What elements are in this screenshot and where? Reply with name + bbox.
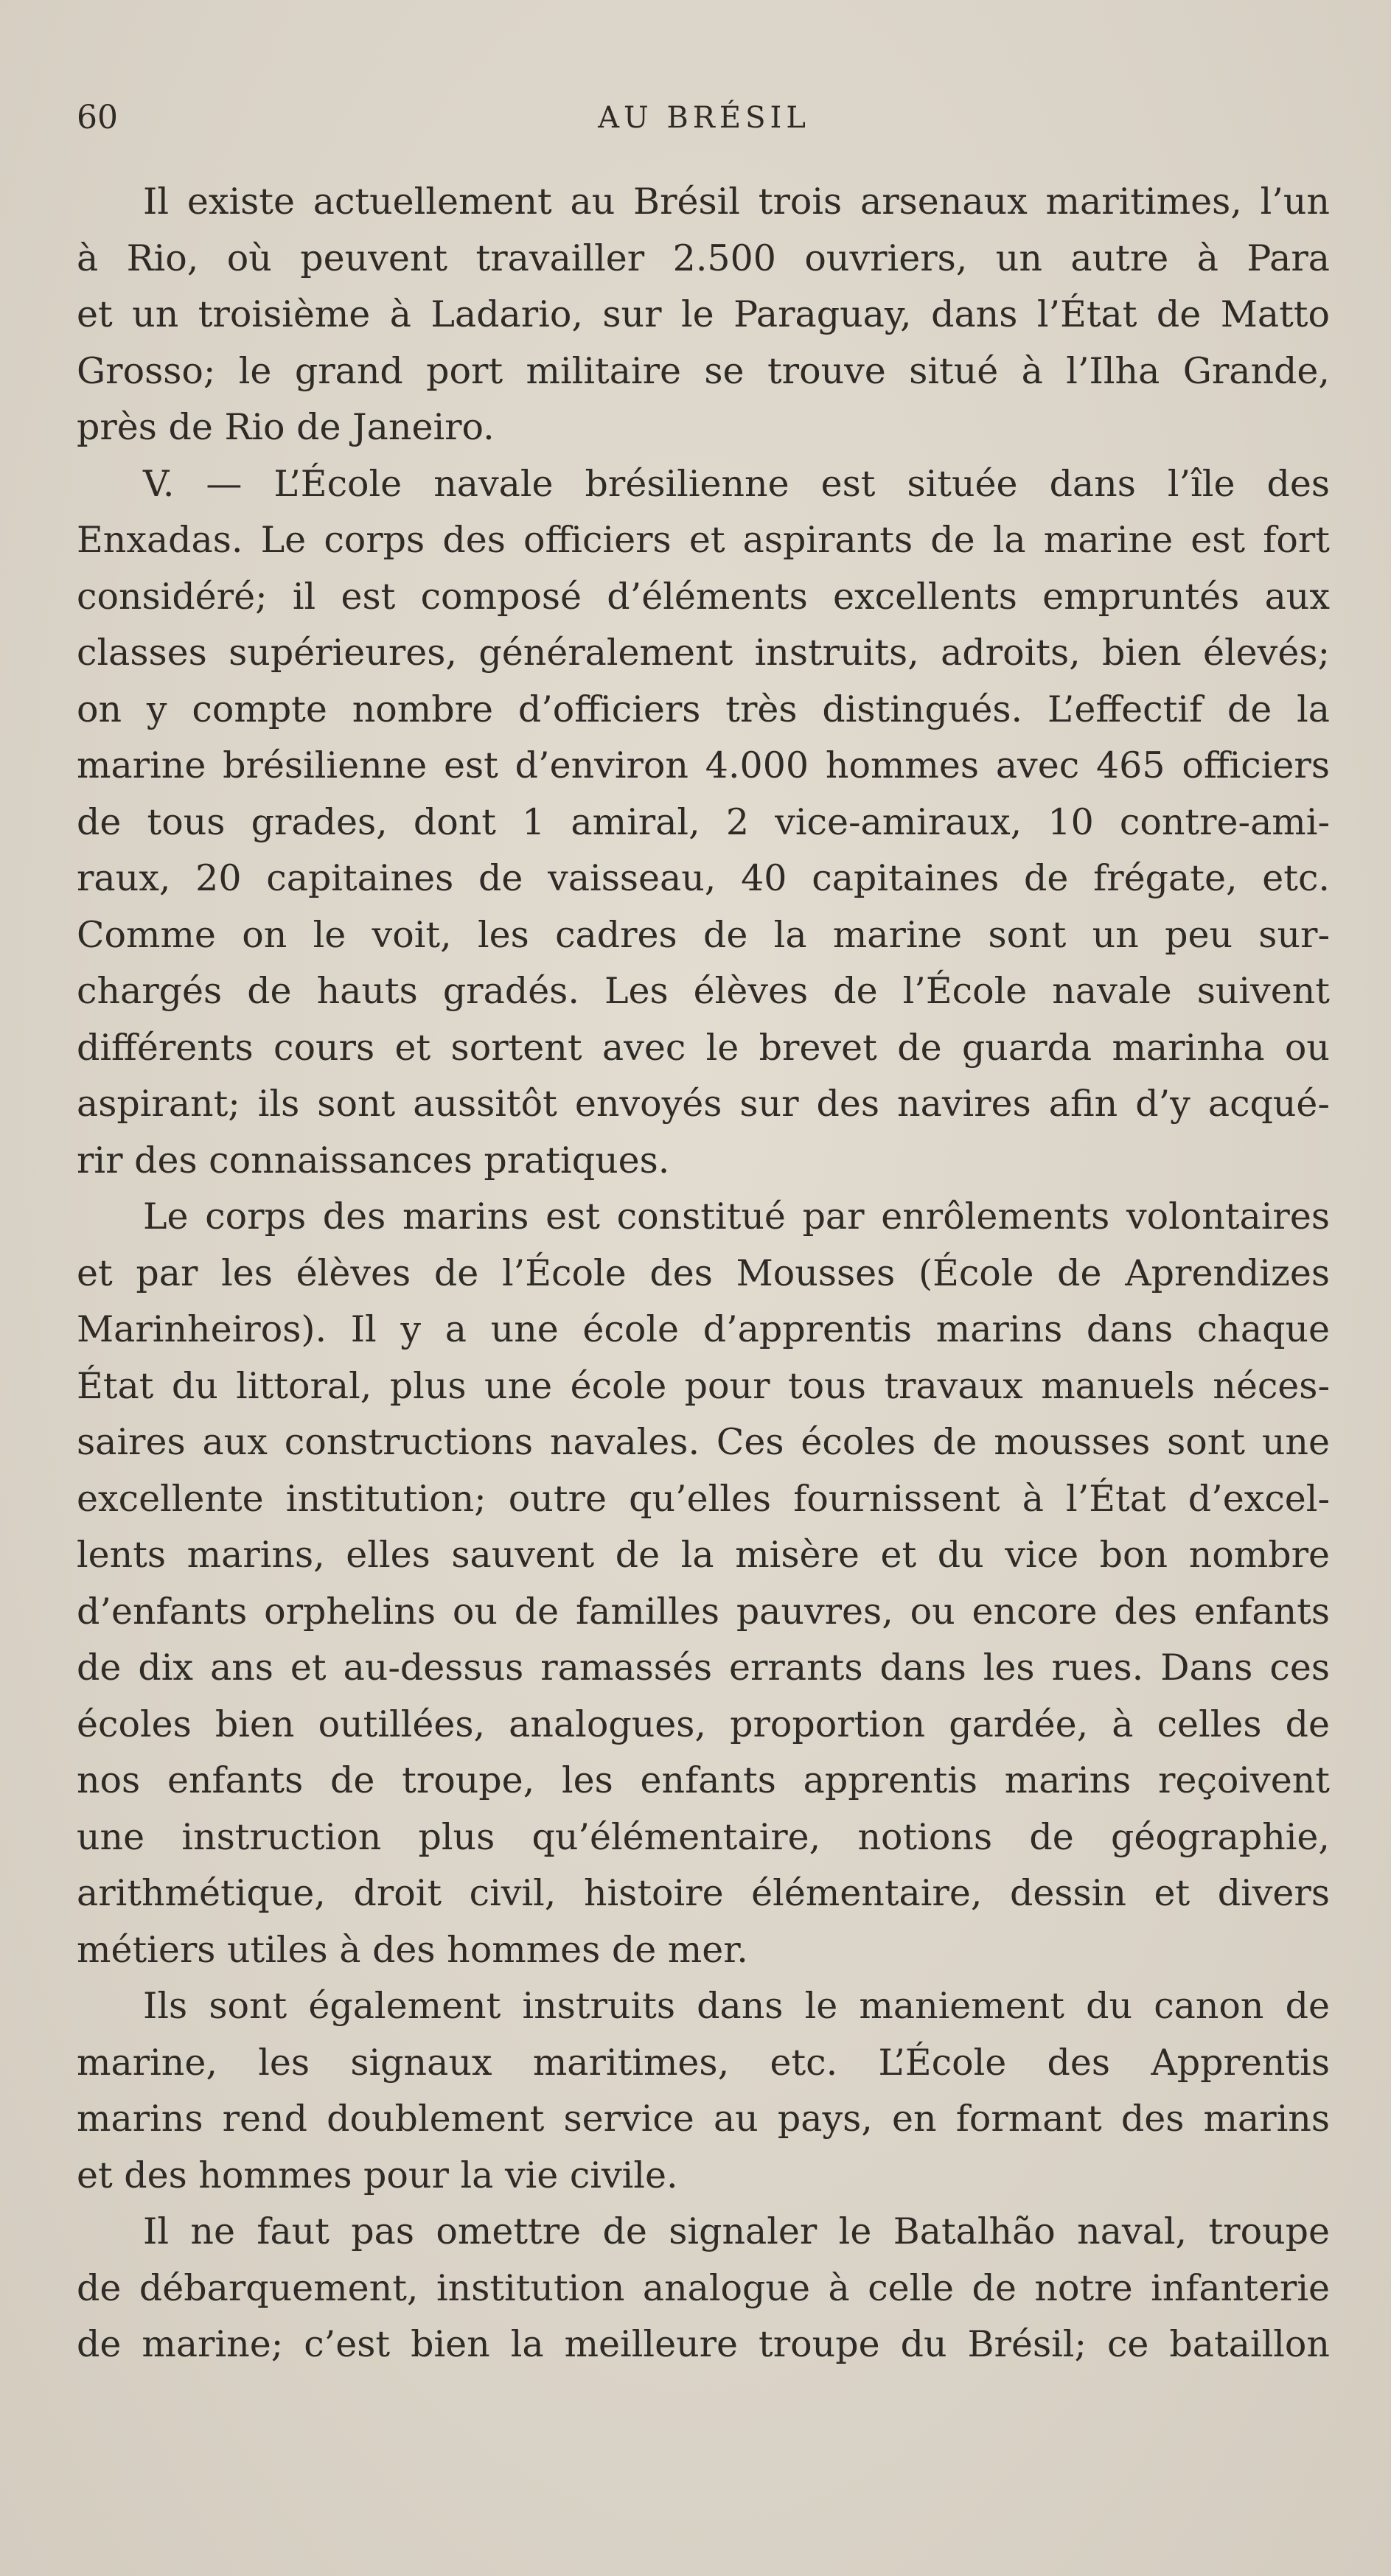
text-line: saires aux constructions navales. Ces écoles de mousses sont une bbox=[77, 1421, 1330, 1463]
text-line: écoles bien outillées, analogues, proportion gardée, à celles de bbox=[77, 1703, 1330, 1745]
page-header bbox=[77, 94, 1331, 142]
text-line: et un troisième à Ladario, sur le Paraguay, dans l’État de Matto bbox=[77, 293, 1330, 335]
text-line: rir des connaissances pratiques. bbox=[77, 1139, 670, 1181]
text-line: Enxadas. Le corps des officiers et aspirants de la marine est fort bbox=[77, 519, 1330, 561]
text-line: excellente institution; outre qu’elles fournissent à l’État d’excel- bbox=[77, 1477, 1330, 1520]
text-line: à Rio, où peuvent travailler 2.500 ouvriers, un autre à Para bbox=[77, 237, 1330, 279]
text-line: Il existe actuellement au Brésil trois arsenaux maritimes, l’un bbox=[143, 181, 1330, 223]
text-line: arithmétique, droit civil, histoire élémentaire, dessin et divers bbox=[77, 1872, 1330, 1914]
text-line: classes supérieures, généralement instruits, adroits, bien élevés; bbox=[77, 632, 1330, 674]
text-line: métiers utiles à des hommes de mer. bbox=[77, 1928, 748, 1971]
text-line: lents marins, elles sauvent de la misère et du vice bon nombre bbox=[77, 1534, 1330, 1576]
text-line: Comme on le voit, les cadres de la marine sont un peu sur- bbox=[77, 913, 1330, 956]
text-line: d’enfants orphelins ou de familles pauvres, ou encore des enfants bbox=[77, 1590, 1330, 1633]
text-line: marins rend doublement service au pays, en formant des marins bbox=[77, 2098, 1330, 2140]
text-line: V. — L’École navale brésilienne est située dans l’île des bbox=[143, 462, 1330, 505]
text-line: marine, les signaux maritimes, etc. L’École des Apprentis bbox=[77, 2041, 1330, 2084]
text-line: Le corps des marins est constitué par enrôlements volontaires bbox=[143, 1195, 1330, 1238]
text-line: près de Rio de Janeiro. bbox=[77, 406, 495, 448]
text-line: considéré; il est composé d’éléments excellents empruntés aux bbox=[77, 575, 1330, 618]
text-line: État du littoral, plus une école pour tous travaux manuels néces- bbox=[77, 1364, 1330, 1407]
text-line: de marine; c’est bien la meilleure troupe du Brésil; ce bataillon bbox=[77, 2323, 1330, 2365]
text-line: nos enfants de troupe, les enfants apprentis marins reçoivent bbox=[77, 1759, 1330, 1801]
text-line: différents cours et sortent avec le brevet de guarda marinha ou bbox=[77, 1026, 1330, 1069]
page-number: 60 bbox=[77, 99, 118, 136]
text-line: une instruction plus qu’élémentaire, notions de géographie, bbox=[77, 1815, 1330, 1858]
text-line: de tous grades, dont 1 amiral, 2 vice-amiraux, 10 contre-ami- bbox=[77, 800, 1330, 843]
text-line: et par les élèves de l’École des Mousses (École de Aprendizes bbox=[77, 1252, 1330, 1294]
text-line: Marinheiros). Il y a une école d’apprentis marins dans chaque bbox=[77, 1308, 1330, 1350]
text-line: marine brésilienne est d’environ 4.000 hommes avec 465 officiers bbox=[77, 744, 1330, 786]
text-line: on y compte nombre d’officiers très distingués. L’effectif de la bbox=[77, 688, 1330, 730]
text-line: de débarquement, institution analogue à celle de notre infanterie bbox=[77, 2266, 1330, 2309]
text-line: Grosso; le grand port militaire se trouve situé à l’Ilha Grande, bbox=[77, 349, 1330, 392]
text-line: raux, 20 capitaines de vaisseau, 40 capitaines de frégate, etc. bbox=[77, 857, 1330, 899]
text-line: Il ne faut pas omettre de signaler le Batalhão naval, troupe bbox=[143, 2210, 1330, 2252]
text-line: Ils sont également instruits dans le maniement du canon de bbox=[143, 1985, 1330, 2027]
body-text bbox=[77, 174, 1330, 2373]
text-line: de dix ans et au-dessus ramassés errants dans les rues. Dans ces bbox=[77, 1647, 1330, 1689]
text-line: et des hommes pour la vie civile. bbox=[77, 2154, 678, 2196]
text-line: chargés de hauts gradés. Les élèves de l’École navale suivent bbox=[77, 970, 1330, 1012]
text-line: aspirant; ils sont aussitôt envoyés sur des navires afin d’y acqué- bbox=[77, 1083, 1330, 1125]
running-title: AU BRÉSIL bbox=[598, 101, 810, 135]
